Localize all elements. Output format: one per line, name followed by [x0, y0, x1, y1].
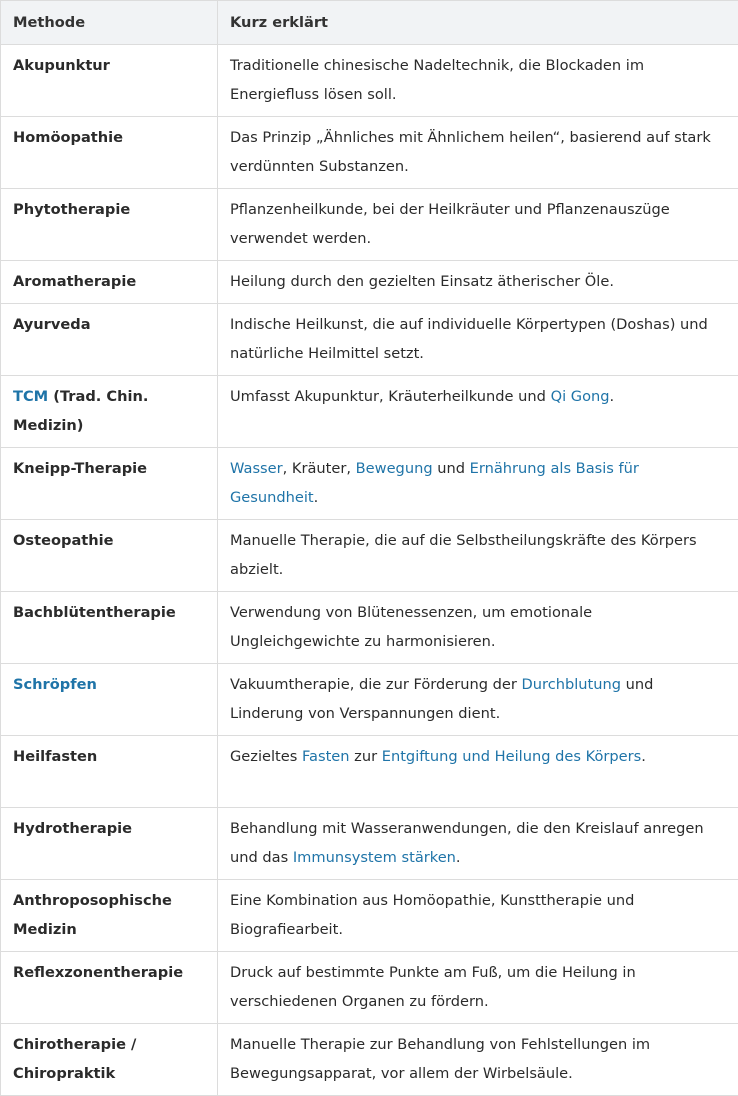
column-header-description: Kurz erklärt	[218, 1, 738, 45]
description-cell	[218, 664, 738, 736]
inline-link[interactable]: TCM	[13, 388, 48, 405]
inline-link[interactable]: Qi Gong	[551, 388, 610, 405]
table-row	[1, 520, 738, 592]
description-cell	[218, 189, 738, 261]
cell-text: Osteopathie	[13, 532, 114, 549]
cell-text: , Kräuter,	[283, 460, 356, 477]
cell-text: zur	[350, 748, 382, 765]
method-cell	[1, 736, 218, 808]
description-cell	[218, 736, 738, 808]
description-cell	[218, 448, 738, 520]
cell-text: Traditionelle chinesische Nadeltechnik, die Blockaden im Energiefluss lösen soll.	[230, 57, 644, 103]
description-cell	[218, 592, 738, 664]
method-cell	[1, 189, 218, 261]
cell-text: Akupunktur	[13, 57, 110, 74]
cell-text: Reflexzonentherapie	[13, 964, 183, 981]
cell-text: .	[456, 849, 461, 866]
method-cell	[1, 952, 218, 1024]
table-row	[1, 448, 738, 520]
table-row	[1, 45, 738, 117]
method-cell	[1, 1024, 218, 1096]
cell-text: und	[433, 460, 470, 477]
cell-text: Das Prinzip „Ähnliches mit Ähnlichem heilen“, basierend auf stark verdünnten Substanzen.	[230, 129, 711, 175]
table-row	[1, 376, 738, 448]
method-cell	[1, 520, 218, 592]
cell-text: Eine Kombination aus Homöopathie, Kunsttherapie und Biografiearbeit.	[230, 892, 634, 938]
method-cell	[1, 808, 218, 880]
cell-text: Indische Heilkunst, die auf individuelle Körpertypen (Doshas) und natürliche Heilmittel setzt.	[230, 316, 708, 362]
description-cell	[218, 808, 738, 880]
cell-text: Manuelle Therapie zur Behandlung von Fehlstellungen im Bewegungsapparat, vor allem der Wirbelsäule.	[230, 1036, 650, 1082]
table-header-row	[1, 1, 738, 45]
table-row	[1, 592, 738, 664]
inline-link[interactable]: Durchblutung	[522, 676, 622, 693]
method-cell	[1, 261, 218, 304]
table-row	[1, 189, 738, 261]
method-cell	[1, 376, 218, 448]
table-row	[1, 304, 738, 376]
cell-text: Vakuumtherapie, die zur Förderung der	[230, 676, 522, 693]
description-cell	[218, 880, 738, 952]
inline-link[interactable]: Schröpfen	[13, 676, 97, 693]
table-row	[1, 664, 738, 736]
description-cell	[218, 304, 738, 376]
inline-link[interactable]: Fasten	[302, 748, 350, 765]
cell-text: (Trad. Chin. Medizin)	[13, 388, 148, 434]
table-row	[1, 117, 738, 189]
description-cell	[218, 952, 738, 1024]
description-cell	[218, 261, 738, 304]
inline-link[interactable]: Immunsystem stärken	[293, 849, 456, 866]
cell-text: .	[641, 748, 646, 765]
method-cell	[1, 880, 218, 952]
cell-text: Umfasst Akupunktur, Kräuterheilkunde und	[230, 388, 551, 405]
cell-text: Anthroposophische Medizin	[13, 892, 172, 938]
cell-text: Gezieltes	[230, 748, 302, 765]
description-cell	[218, 376, 738, 448]
method-cell	[1, 592, 218, 664]
cell-text: .	[610, 388, 615, 405]
cell-text: Behandlung mit Wasseranwendungen, die den Kreislauf anregen und das	[230, 820, 704, 866]
table-body	[1, 45, 738, 1096]
cell-text: Heilung durch den gezielten Einsatz ätherischer Öle.	[230, 273, 614, 290]
cell-text: Manuelle Therapie, die auf die Selbstheilungskräfte des Körpers abzielt.	[230, 532, 697, 578]
table-row	[1, 880, 738, 952]
cell-text: und Linderung von Verspannungen dient.	[230, 676, 653, 722]
cell-text: Heilfasten	[13, 748, 97, 765]
inline-link[interactable]: Ernährung als Basis für Gesundheit	[230, 460, 639, 506]
cell-text: Druck auf bestimmte Punkte am Fuß, um die Heilung in verschiedenen Organen zu fördern.	[230, 964, 636, 1010]
cell-text: Hydrotherapie	[13, 820, 132, 837]
method-cell	[1, 304, 218, 376]
description-cell	[218, 1024, 738, 1096]
cell-text: Pflanzenheilkunde, bei der Heilkräuter und Pflanzenauszüge verwendet werden.	[230, 201, 670, 247]
cell-text: Phytotherapie	[13, 201, 130, 218]
description-cell	[218, 520, 738, 592]
column-header-method: Methode	[1, 1, 218, 45]
cell-text: Chirotherapie / Chiropraktik	[13, 1036, 136, 1082]
table-row	[1, 736, 738, 808]
cell-text: Kneipp-Therapie	[13, 460, 147, 477]
cell-text: Bachblütentherapie	[13, 604, 176, 621]
cell-text: Ayurveda	[13, 316, 91, 333]
inline-link[interactable]: Bewegung	[356, 460, 433, 477]
inline-link[interactable]: Entgiftung und Heilung des Körpers	[382, 748, 641, 765]
table-row	[1, 1024, 738, 1096]
table-row	[1, 808, 738, 880]
inline-link[interactable]: Wasser	[230, 460, 283, 477]
cell-text: Aromatherapie	[13, 273, 136, 290]
method-cell	[1, 448, 218, 520]
table-row	[1, 261, 738, 304]
description-cell	[218, 117, 738, 189]
cell-text: Homöopathie	[13, 129, 123, 146]
table-row	[1, 952, 738, 1024]
cell-text: Verwendung von Blütenessenzen, um emotionale Ungleichgewichte zu harmonisieren.	[230, 604, 592, 650]
method-cell	[1, 664, 218, 736]
method-cell	[1, 117, 218, 189]
cell-text: .	[314, 489, 319, 506]
description-cell	[218, 45, 738, 117]
method-cell	[1, 45, 218, 117]
